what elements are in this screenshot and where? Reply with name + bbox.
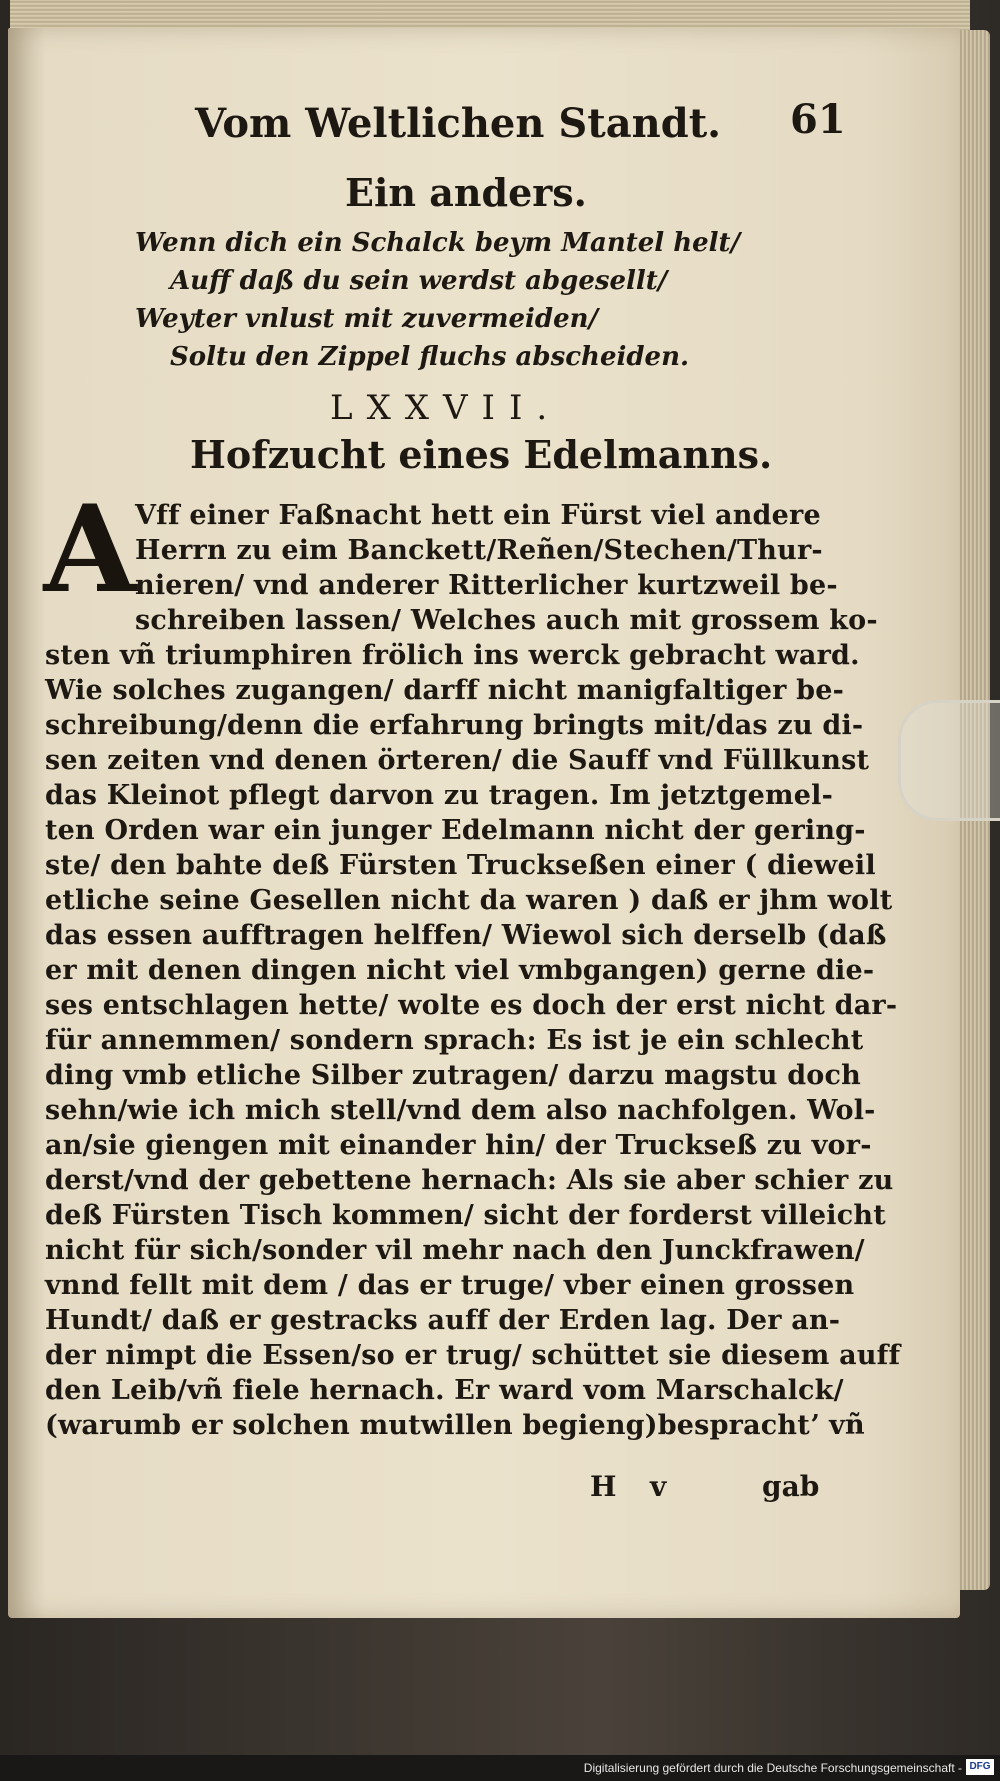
catchword: gab [762, 1470, 820, 1503]
drop-cap-initial: A [43, 479, 137, 620]
text-line: der nimpt die Essen/so er trug/ schüttet sie diesem auff [45, 1340, 901, 1371]
chapter-number: LXXVII. [330, 388, 562, 428]
text-line: sten vñ triumphiren frölich ins werck gebracht ward. [45, 640, 860, 671]
text-line: das essen aufftragen helffen/ Wiewol sich derselb (daß [45, 920, 887, 951]
text-line: nieren/ vnd anderer Ritterlicher kurtzweil be- [135, 570, 838, 601]
dfg-logo: DFG [966, 1759, 994, 1775]
text-line: den Leib/vñ fiele hernach. Er ward vom Marschalck/ [45, 1375, 844, 1406]
text-line: etliche seine Gesellen nicht da waren ) daß er jhm wolt [45, 885, 893, 916]
text-line: sehn/wie ich mich stell/vnd dem also nachfolgen. Wol- [45, 1095, 876, 1126]
verse-line: Auff daß du sein werdst abgesellt/ [170, 266, 668, 296]
text-line: Hundt/ daß er gestracks auff der Erden lag. Der an- [45, 1305, 841, 1336]
verse-line: Wenn dich ein Schalck beym Mantel helt/ [135, 228, 741, 258]
page-number: 61 [790, 96, 846, 143]
verse-line: Soltu den Zippel fluchs abscheiden. [170, 342, 690, 372]
text-line: Herrn zu eim Banckett/Reñen/Stechen/Thur- [135, 535, 823, 566]
bookmark-clip [898, 700, 1000, 821]
funding-credit: Digitalisierung gefördert durch die Deutsche Forschungsgemeinschaft - [583, 1761, 962, 1775]
chapter-title: Hofzucht eines Edelmanns. [190, 432, 773, 477]
text-line: Vff einer Faßnacht hett ein Fürst viel andere [135, 500, 821, 531]
text-line: das Kleinot pflegt darvon zu tragen. Im jetztgemel- [45, 780, 833, 811]
text-line: vnnd fellt mit dem / das er truge/ vber einen grossen [45, 1270, 855, 1301]
signature-mark: H [590, 1470, 617, 1503]
text-line: deß Fürsten Tisch kommen/ sicht der forderst villeicht [45, 1200, 886, 1231]
text-line: ses entschlagen hette/ wolte es doch der erst nicht dar- [45, 990, 898, 1021]
section-title: Ein anders. [345, 170, 587, 215]
text-line: ste/ den bahte deß Fürsten Truckseßen einer ( dieweil [45, 850, 876, 881]
text-line: Wie solches zugangen/ darff nicht manigfaltiger be- [45, 675, 845, 706]
signature-mark: v [650, 1470, 667, 1503]
text-line: nicht für sich/sonder vil mehr nach den Junckfrawen/ [45, 1235, 865, 1266]
text-line: (warumb er solchen mutwillen begieng)besprachtʼ vñ [45, 1410, 865, 1441]
text-line: ten Orden war ein junger Edelmann nicht der gering- [45, 815, 866, 846]
text-line: schreibung/denn die erfahrung bringts mit/das zu di- [45, 710, 864, 741]
text-line: ding vmb etliche Silber zutragen/ darzu magstu doch [45, 1060, 861, 1091]
text-line: sen zeiten vnd denen örteren/ die Sauff vnd Füllkunst [45, 745, 870, 776]
catchword-row [590, 1470, 830, 1510]
text-line: er mit denen dingen nicht viel vmbgangen) gerne die- [45, 955, 875, 986]
text-line: derst/vnd der gebettene hernach: Als sie aber schier zu [45, 1165, 894, 1196]
text-line: an/sie giengen mit einander hin/ der Truckseß zu vor- [45, 1130, 872, 1161]
running-header: Vom Weltlichen Standt. [195, 100, 722, 147]
text-line: für annemmen/ sondern sprach: Es ist je ein schlecht [45, 1025, 864, 1056]
text-line: schreiben lassen/ Welches auch mit grossem ko- [135, 605, 878, 636]
verse-line: Weyter vnlust mit zuvermeiden/ [135, 304, 599, 334]
